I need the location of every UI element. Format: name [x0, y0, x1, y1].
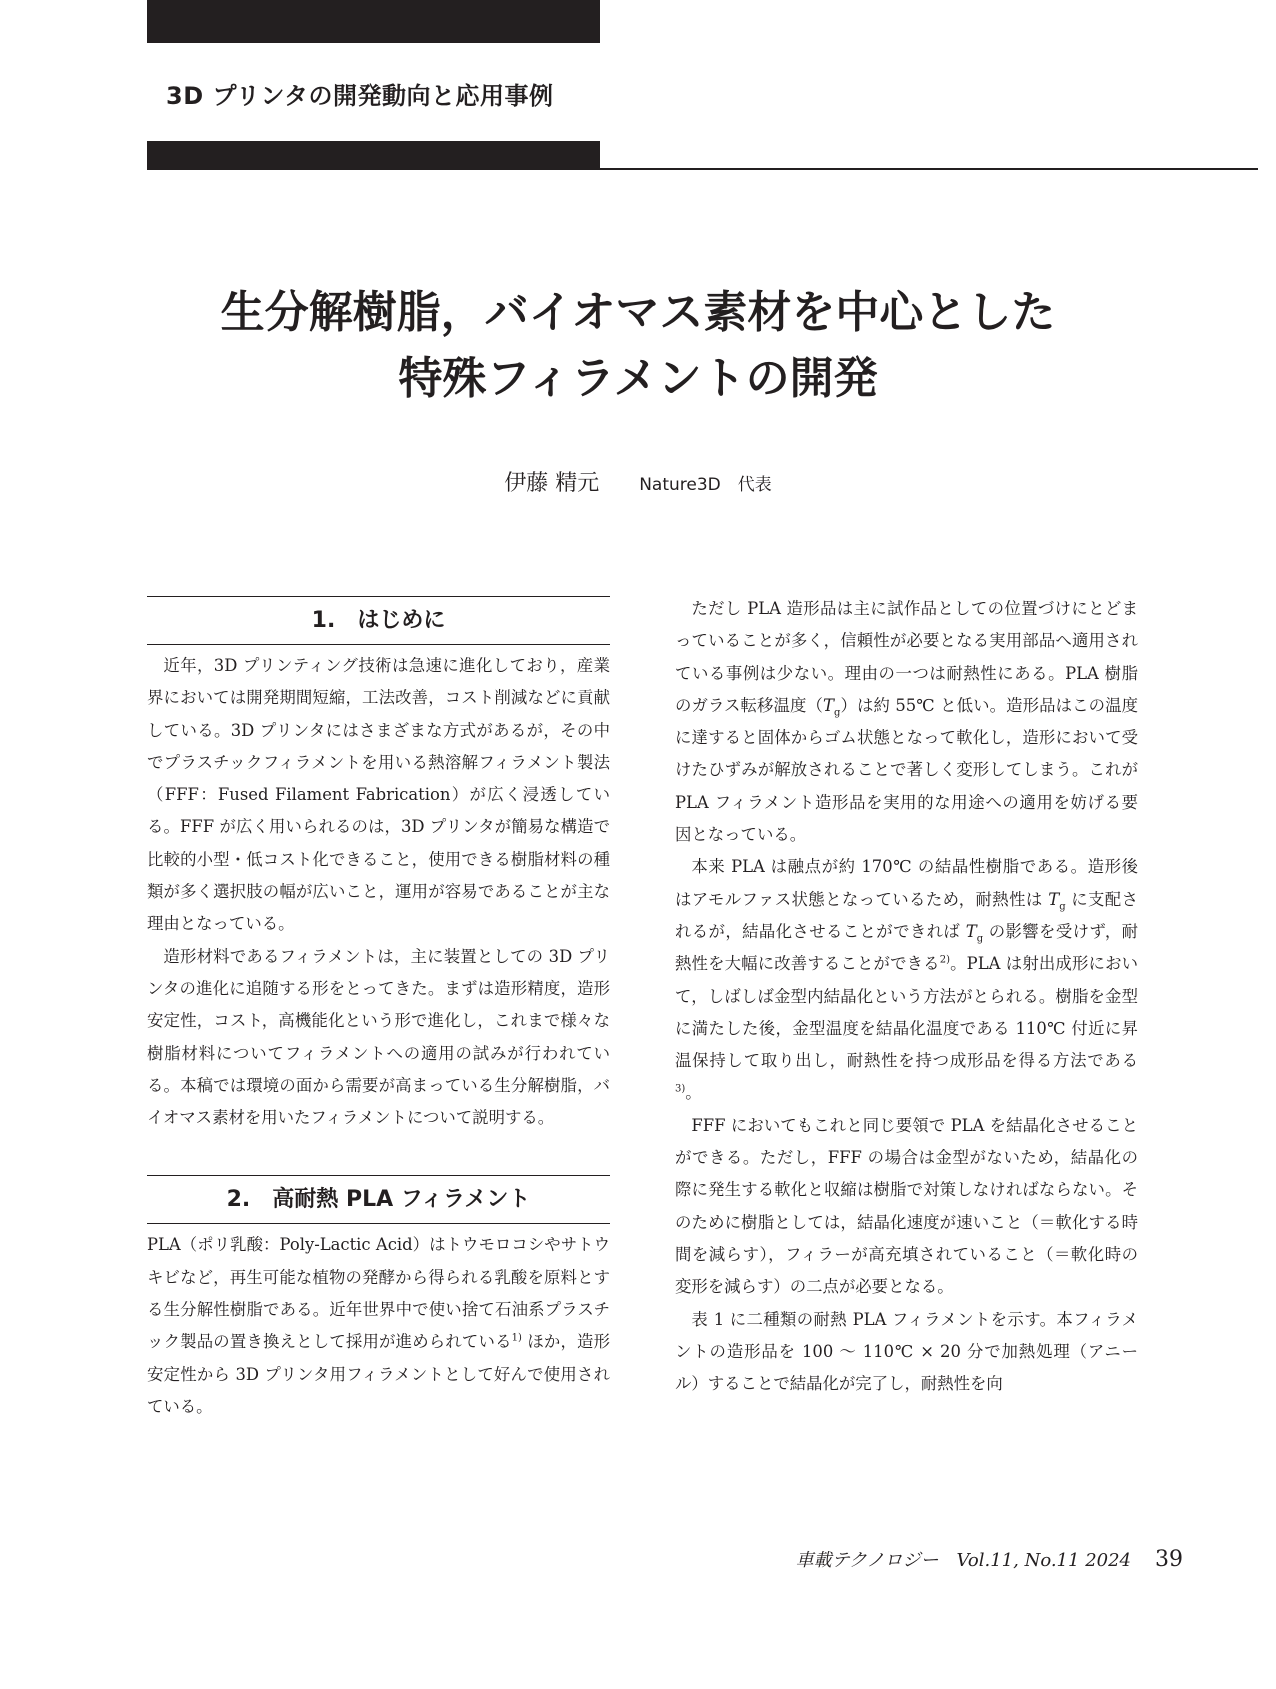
title-line-2: 特殊フィラメントの開発	[398, 353, 878, 404]
title-line-1: 生分解樹脂，バイオマス素材を中心とした	[220, 287, 1056, 338]
page-number: 39	[1155, 1547, 1183, 1572]
byline	[0, 466, 1276, 497]
section-number: 1.	[311, 608, 336, 633]
author-name: 伊藤 精元	[504, 471, 600, 496]
header-rule	[600, 168, 1258, 170]
paragraph: 近年，3D プリンティング技術は急速に進化しており，産業界においては開発期間短縮，工法改善，コスト削減などに貢献している。3D プリンタにはさまざまな方式があるが，その中でプラスチックフィラメントを用いる熱溶解フィラメント製法（FFF：Fused Filament Fabrication）が広く浸透している。FFF が広く用いられるのは，3D プリンタが簡易な構造で比較的小型・低コスト化できること，使用できる樹脂材料の種類が多く選択肢の幅が広いこと，運用が容易であることが主な理由となっている。	[147, 656, 610, 934]
section-heading-2	[147, 1175, 610, 1224]
header-bar-top	[147, 0, 600, 43]
reference-marker: 3)	[675, 1083, 686, 1095]
journal-name: 車載テクノロジー Vol.11, No.11 2024	[795, 1550, 1131, 1571]
paragraph: 本来 PLA は融点が約 170℃ の結晶性樹脂である。造形後はアモルファス状態となっているため，耐熱性は $T_g$ に支配されるが，結晶化させることができれば $T_g$ の影響を受けず，耐熱性を大幅に改善することができる$^{2)}$。PLA は射出成形において，しばしば金型内結晶化という方法がとられる。樹脂を金型に満たした後，金型温度を結晶化温度である 110℃ 付近に昇温保持して取り出し，耐熱性を持つ成形品を得る方法である$^{3)}$。	[675, 857, 1138, 1103]
author-affiliation: Nature3D 代表	[639, 475, 772, 495]
section-heading-1	[147, 596, 610, 645]
section-number: 2.	[226, 1187, 251, 1213]
paragraph: 造形材料であるフィラメントは，主に装置としての 3D プリンタの進化に追随する形をとってきた。まずは造形精度，造形安定性，コスト，高機能化という形で進化し，これまで様々な樹脂材料についてフィラメントへの適用の試みが行われている。本稿では環境の面から需要が高まっている生分解樹脂，バイオマス素材を用いたフィラメントについて説明する。	[147, 946, 610, 1128]
page-footer	[796, 1546, 1183, 1572]
reference-marker: 2)	[939, 954, 950, 966]
article-title	[100, 280, 1176, 412]
paragraph: PLA（ポリ乳酸：Poly-Lactic Acid）はトウモロコシやサトウキビなど，再生可能な植物の発酵から得られる乳酸を原料とする生分解性樹脂である。近年世界中で使い捨て石油系プラスチック製品の置き換えとして採用が進められている$^{1)}$ ほか，造形安定性から 3D プリンタ用フィラメントとして好んで使用されている。	[147, 1235, 611, 1416]
paragraph: 表 1 に二種類の耐熱 PLA フィラメントを示す。本フィラメントの造形品を 100 ～ 110℃ × 20 分で加熱処理（アニール）することで結晶化が完了し，耐熱性を向	[675, 1309, 1138, 1394]
right-column	[675, 596, 1138, 1400]
section-title: はじめに	[357, 608, 446, 633]
reference-marker: 1)	[511, 1332, 522, 1344]
paragraph: ただし PLA 造形品は主に試作品としての位置づけにとどまっていることが多く，信頼性が必要となる実用部品へ適用されている事例は少ない。理由の一つは耐熱性にある。PLA 樹脂のガラス転移温度$(T_g)$は約 55℃ と低い。造形品はこの温度に達すると固体からゴム状態となって軟化し，造形において受けたひずみが解放されることで著しく変形してしまう。これが PLA フィラメント造形品を実用的な用途への適用を妨げる要因となっている。	[675, 599, 1138, 845]
paragraph: FFF においてもこれと同じ要領で PLA を結晶化させることができる。ただし，FFF の場合は金型がないため，結晶化の際に発生する軟化と収縮は樹脂で対策しなければならない。そのために樹脂としては，結晶化速度が速いこと（＝軟化する時間を減らす），フィラーが高充填されていること（＝軟化時の変形を減らす）の二点が必要となる。	[675, 1115, 1138, 1297]
left-column	[147, 596, 610, 1423]
section-title: 高耐熱 PLA フィラメント	[272, 1187, 531, 1213]
series-label: 3D プリンタの開発動向と応用事例	[166, 82, 554, 110]
header-bar-bottom	[147, 141, 600, 170]
